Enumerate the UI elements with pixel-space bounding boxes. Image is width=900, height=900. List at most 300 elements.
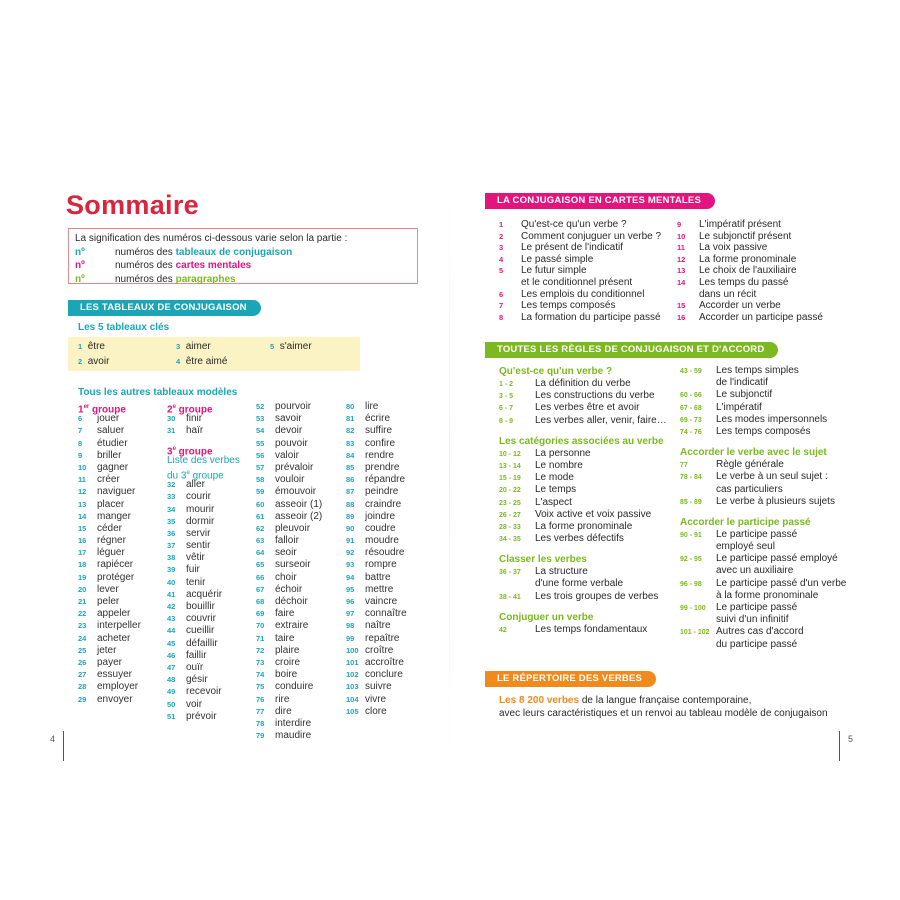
item-label: prendre bbox=[365, 461, 400, 473]
item-number: 68 bbox=[256, 597, 265, 606]
item-number: 26 bbox=[78, 657, 87, 667]
list-item bbox=[680, 529, 846, 541]
list-item bbox=[499, 312, 661, 324]
list-item bbox=[346, 706, 407, 718]
section-tag-cartes: LA CONJUGAISON EN CARTES MENTALES bbox=[485, 193, 715, 209]
item-label: pouvoir bbox=[275, 437, 308, 449]
item-number: 20 bbox=[78, 584, 87, 594]
item-label: Le subjonctif présent bbox=[699, 230, 792, 242]
item-number: 89 bbox=[346, 511, 355, 521]
legend-highlight-tableaux: tableaux de conjugaison bbox=[175, 246, 293, 258]
list-item bbox=[499, 378, 667, 390]
item-label: servir bbox=[186, 527, 211, 539]
verb-column-3 bbox=[256, 401, 322, 742]
item-number: 81 bbox=[346, 414, 355, 424]
item-label: dormir bbox=[186, 515, 215, 527]
item-label: Accorder un verbe bbox=[699, 300, 781, 312]
list-item bbox=[256, 645, 322, 657]
list-item bbox=[680, 626, 846, 638]
key-table-item bbox=[78, 341, 105, 353]
item-number: 19 bbox=[78, 572, 87, 582]
key-table-verb: être bbox=[87, 341, 105, 352]
list-item bbox=[346, 620, 407, 632]
item-label: La voix passive bbox=[699, 242, 768, 254]
page-title: Sommaire bbox=[66, 190, 199, 220]
item-label: recevoir bbox=[186, 686, 222, 698]
list-item bbox=[167, 516, 240, 528]
list-item bbox=[346, 633, 407, 645]
item-label: de l'indicatif bbox=[716, 377, 768, 389]
list-item bbox=[256, 425, 322, 437]
group-3-list-label-suffix: groupe bbox=[189, 470, 224, 482]
item-number: 57 bbox=[256, 462, 265, 472]
list-item bbox=[680, 414, 846, 426]
rules-block-title: Conjuguer un verbe bbox=[499, 611, 594, 623]
item-label: coudre bbox=[365, 522, 396, 534]
item-number: 51 bbox=[167, 711, 176, 721]
list-item bbox=[256, 511, 322, 523]
rules-block-list bbox=[680, 529, 846, 651]
item-number: 53 bbox=[256, 414, 265, 424]
list-item bbox=[680, 639, 846, 651]
item-number: 52 bbox=[256, 402, 265, 411]
item-number: 15 bbox=[677, 301, 686, 311]
item-label: émouvoir bbox=[275, 486, 317, 498]
paragraph-number: 8 - 9 bbox=[499, 417, 514, 425]
group-number: 1 bbox=[78, 404, 84, 416]
list-item bbox=[256, 474, 322, 486]
item-label: Le passé simple bbox=[521, 253, 594, 265]
item-number: 92 bbox=[346, 548, 355, 558]
item-label: peindre bbox=[365, 486, 399, 498]
item-number: 93 bbox=[346, 560, 355, 570]
item-label: essuyer bbox=[97, 669, 133, 681]
item-number: 39 bbox=[167, 565, 176, 575]
list-item bbox=[256, 523, 322, 535]
rules-block-title: Qu'est-ce qu'un verbe ? bbox=[499, 366, 613, 377]
list-item bbox=[78, 681, 141, 693]
item-number: 49 bbox=[167, 687, 176, 697]
item-label: employé seul bbox=[716, 541, 775, 553]
item-number: 16 bbox=[677, 312, 686, 322]
item-label: Les trois groupes de verbes bbox=[535, 590, 659, 602]
list-item bbox=[499, 533, 667, 545]
item-label: La structure bbox=[535, 566, 588, 578]
group-word: groupe bbox=[89, 404, 126, 416]
item-number: 44 bbox=[167, 626, 176, 636]
rules-block-title: Accorder le participe passé bbox=[680, 516, 811, 528]
item-label: surseoir bbox=[275, 559, 311, 571]
list-item bbox=[680, 602, 846, 614]
item-label: créer bbox=[97, 474, 120, 486]
list-item bbox=[346, 596, 407, 608]
item-label: courir bbox=[186, 491, 212, 503]
list-item bbox=[346, 425, 407, 437]
item-number: 8 bbox=[78, 438, 83, 448]
item-label: Qu'est-ce qu'un verbe ? bbox=[521, 219, 627, 230]
rules-block-title: Les catégories associées au verbe bbox=[499, 435, 664, 447]
rules-block-list bbox=[680, 459, 846, 508]
list-item bbox=[167, 625, 240, 637]
item-number: 75 bbox=[256, 682, 265, 692]
item-number: 9 bbox=[78, 450, 83, 460]
list-item bbox=[256, 535, 322, 547]
item-label: Le participe passé bbox=[716, 528, 798, 540]
list-item bbox=[499, 448, 667, 460]
item-label: Le participe passé d'un verbe bbox=[716, 577, 847, 589]
item-number: 40 bbox=[167, 577, 176, 587]
legend-highlight-paragraphes: paragraphes bbox=[175, 273, 236, 285]
list-item bbox=[78, 425, 141, 437]
item-number: 62 bbox=[256, 523, 265, 533]
item-number: 90 bbox=[346, 523, 355, 533]
list-item bbox=[346, 608, 407, 620]
item-label: Les temps composés bbox=[521, 300, 616, 312]
list-item bbox=[167, 564, 240, 576]
verb-column-2 bbox=[167, 401, 240, 723]
list-item bbox=[677, 231, 823, 243]
paragraph-number: 96 - 98 bbox=[680, 580, 702, 588]
item-number: 58 bbox=[256, 475, 265, 485]
legend-number-tableaux: nº bbox=[75, 246, 85, 258]
item-number: 87 bbox=[346, 487, 355, 497]
item-label: valoir bbox=[275, 449, 299, 461]
item-number: 69 bbox=[256, 609, 265, 619]
item-label: étudier bbox=[97, 437, 128, 449]
list-item bbox=[499, 300, 661, 312]
item-label: naviguer bbox=[97, 486, 136, 498]
item-label: du participe passé bbox=[716, 638, 798, 650]
item-label: devoir bbox=[275, 425, 303, 437]
item-label: ouïr bbox=[186, 661, 204, 673]
item-label: Les verbes aller, venir, faire… bbox=[535, 414, 667, 426]
list-item bbox=[256, 730, 322, 742]
item-label: Les temps composés bbox=[716, 425, 811, 437]
rules-block-list bbox=[499, 448, 667, 546]
item-label: peler bbox=[97, 596, 120, 607]
list-item bbox=[78, 499, 141, 511]
item-label: suivi d'un infinitif bbox=[716, 614, 789, 626]
repertoire-description bbox=[499, 694, 828, 720]
list-item bbox=[167, 425, 240, 437]
list-item bbox=[256, 584, 322, 596]
item-label: asseoir (1) bbox=[275, 498, 323, 510]
item-number: 47 bbox=[167, 662, 176, 672]
item-label: couvrir bbox=[186, 613, 217, 625]
mindmap-column-2 bbox=[677, 219, 823, 323]
item-label: Les temps simples bbox=[716, 365, 799, 376]
list-item bbox=[256, 559, 322, 571]
item-number: 50 bbox=[167, 699, 176, 709]
key-table-number: 3 bbox=[176, 342, 181, 351]
item-number: 88 bbox=[346, 499, 355, 509]
page-rule-left bbox=[63, 731, 64, 761]
item-label: manger bbox=[97, 510, 131, 522]
item-number: 8 bbox=[499, 312, 504, 322]
list-item bbox=[78, 559, 141, 571]
list-item bbox=[256, 596, 322, 608]
key-table-item bbox=[176, 341, 211, 353]
item-label: mettre bbox=[365, 583, 394, 595]
item-label: Le participe passé employé bbox=[716, 553, 838, 565]
item-label: battre bbox=[365, 571, 391, 583]
key-table-number: 4 bbox=[176, 357, 181, 366]
list-item bbox=[499, 484, 667, 496]
paragraph-number: 28 - 33 bbox=[499, 523, 521, 531]
item-label: asseoir (2) bbox=[275, 510, 323, 522]
list-item bbox=[677, 219, 823, 231]
item-label: briller bbox=[97, 449, 122, 461]
item-label: régner bbox=[97, 535, 126, 547]
item-label: Les temps du passé bbox=[699, 276, 789, 288]
item-label: voir bbox=[186, 698, 203, 710]
item-label: lire bbox=[365, 401, 379, 412]
item-label: interdire bbox=[275, 717, 312, 729]
item-number: 7 bbox=[499, 301, 504, 311]
item-number: 38 bbox=[167, 553, 176, 563]
item-number: 36 bbox=[167, 528, 176, 538]
legend-prefix: numéros des bbox=[115, 246, 176, 258]
item-label: boire bbox=[275, 669, 298, 681]
list-item bbox=[499, 472, 667, 484]
list-item bbox=[167, 504, 240, 516]
list-item bbox=[677, 265, 823, 277]
legend-row-tableaux bbox=[75, 246, 411, 260]
item-label: Le subjonctif bbox=[716, 389, 773, 401]
item-label: prévoir bbox=[186, 710, 217, 722]
item-number: 59 bbox=[256, 487, 265, 497]
list-item bbox=[256, 462, 322, 474]
item-number: 86 bbox=[346, 475, 355, 485]
list-item bbox=[256, 706, 322, 718]
item-label: cueillir bbox=[186, 625, 215, 637]
list-item bbox=[167, 638, 240, 650]
item-label: rendre bbox=[365, 449, 394, 461]
list-item bbox=[499, 521, 667, 533]
item-number: 6 bbox=[78, 414, 83, 424]
list-item bbox=[346, 657, 407, 669]
item-number: 48 bbox=[167, 675, 176, 685]
list-item bbox=[677, 277, 823, 289]
item-number: 100 bbox=[346, 645, 359, 655]
item-number: 15 bbox=[78, 523, 87, 533]
paragraph-number: 60 - 66 bbox=[680, 392, 702, 400]
group-word: groupe bbox=[175, 445, 213, 457]
paragraph-number: 3 - 5 bbox=[499, 393, 514, 401]
list-item bbox=[346, 523, 407, 535]
list-item bbox=[499, 242, 661, 254]
item-label: conduire bbox=[275, 681, 314, 693]
item-label: dans un récit bbox=[699, 288, 757, 300]
list-item bbox=[346, 669, 407, 681]
item-label: choir bbox=[275, 571, 297, 583]
item-label: confire bbox=[365, 437, 396, 449]
list-item bbox=[499, 509, 667, 521]
item-label: sentir bbox=[186, 540, 211, 552]
item-label: Les temps fondamentaux bbox=[535, 623, 648, 635]
list-item bbox=[167, 711, 240, 723]
list-item bbox=[78, 633, 141, 645]
list-item bbox=[499, 390, 667, 402]
list-item bbox=[499, 566, 667, 578]
item-number: 65 bbox=[256, 560, 265, 570]
rules-column-right bbox=[680, 365, 846, 651]
group-heading-1 bbox=[78, 401, 141, 416]
list-item bbox=[677, 300, 823, 312]
item-label: gagner bbox=[97, 461, 129, 473]
item-label: acheter bbox=[97, 632, 131, 644]
paragraph-number: 85 - 89 bbox=[680, 498, 702, 506]
mindmap-column-1 bbox=[499, 219, 661, 323]
item-label: repaître bbox=[365, 632, 400, 644]
list-item bbox=[256, 499, 322, 511]
item-number: 14 bbox=[677, 277, 686, 287]
legend-box bbox=[68, 228, 418, 284]
item-label: La forme pronominale bbox=[535, 520, 633, 532]
item-number: 25 bbox=[78, 645, 87, 655]
key-table-item bbox=[78, 356, 109, 368]
item-label: Autres cas d'accord bbox=[716, 626, 804, 638]
item-label: défaillir bbox=[186, 637, 218, 649]
list-item bbox=[680, 565, 846, 577]
item-number: 45 bbox=[167, 638, 176, 648]
list-item bbox=[78, 486, 141, 498]
item-number: 101 bbox=[346, 657, 359, 667]
item-label: rire bbox=[275, 693, 290, 705]
group-3-list-label-2 bbox=[167, 467, 240, 482]
item-label: Le temps bbox=[535, 484, 577, 496]
item-label: vêtir bbox=[186, 552, 205, 564]
item-number: 99 bbox=[346, 633, 355, 643]
item-label: fuir bbox=[186, 564, 200, 576]
list-item bbox=[680, 402, 846, 414]
item-label: L'impératif présent bbox=[699, 219, 781, 230]
item-label: L'impératif bbox=[716, 401, 762, 413]
list-item bbox=[256, 694, 322, 706]
item-number: 7 bbox=[78, 426, 83, 436]
paragraph-number: 34 - 35 bbox=[499, 536, 521, 544]
list-item bbox=[346, 559, 407, 571]
item-label: conclure bbox=[365, 669, 403, 681]
list-item bbox=[78, 450, 141, 462]
list-item bbox=[256, 413, 322, 425]
list-item bbox=[256, 620, 322, 632]
list-item bbox=[346, 438, 407, 450]
list-item bbox=[167, 613, 240, 625]
list-item bbox=[256, 547, 322, 559]
page-number-right: 5 bbox=[848, 734, 854, 744]
list-item bbox=[256, 486, 322, 498]
paragraph-number: 43 - 59 bbox=[680, 368, 702, 375]
list-item bbox=[680, 389, 846, 401]
legend-highlight-cartes: cartes mentales bbox=[175, 260, 252, 272]
list-item bbox=[167, 540, 240, 552]
item-label: seoir bbox=[275, 547, 297, 559]
rules-block-title: Classer les verbes bbox=[499, 554, 587, 566]
list-item bbox=[78, 669, 141, 681]
rules-block-list bbox=[499, 566, 667, 603]
item-number: 2 bbox=[499, 231, 504, 241]
item-number: 24 bbox=[78, 633, 87, 643]
item-number: 13 bbox=[78, 499, 87, 509]
item-label: prévaloir bbox=[275, 461, 314, 473]
item-number: 12 bbox=[78, 487, 87, 497]
item-label: La définition du verbe bbox=[535, 378, 631, 389]
list-item bbox=[256, 438, 322, 450]
item-number: 6 bbox=[499, 289, 504, 299]
legend-row-paragraphes bbox=[75, 273, 411, 287]
legend-intro: La signification des numéros ci-dessous varie selon la partie : bbox=[75, 233, 348, 244]
item-number: 96 bbox=[346, 597, 355, 606]
group-heading-2 bbox=[167, 401, 240, 416]
list-item bbox=[256, 681, 322, 693]
list-item bbox=[256, 401, 322, 413]
item-number: 23 bbox=[78, 621, 87, 631]
list-item bbox=[256, 450, 322, 462]
item-number: 85 bbox=[346, 462, 355, 472]
item-label: taire bbox=[275, 632, 295, 644]
item-number: 78 bbox=[256, 718, 265, 728]
item-label: acquérir bbox=[186, 588, 223, 600]
list-item bbox=[677, 242, 823, 254]
list-item bbox=[167, 552, 240, 564]
item-number: 73 bbox=[256, 657, 265, 667]
item-number: 66 bbox=[256, 572, 265, 582]
list-item bbox=[78, 620, 141, 632]
item-label: plaire bbox=[275, 644, 300, 656]
key-table-number: 2 bbox=[78, 357, 83, 366]
item-number: 105 bbox=[346, 706, 359, 716]
list-item bbox=[346, 511, 407, 523]
item-number: 56 bbox=[256, 450, 265, 460]
list-item bbox=[256, 572, 322, 584]
list-item bbox=[167, 479, 240, 491]
subsection-title-autres: Tous les autres tableaux modèles bbox=[78, 387, 238, 398]
item-number: 82 bbox=[346, 426, 355, 436]
item-label: croire bbox=[275, 656, 301, 668]
item-label: vouloir bbox=[275, 474, 305, 486]
item-label: faire bbox=[275, 608, 295, 620]
rules-block-title: Accorder le verbe avec le sujet bbox=[680, 447, 827, 459]
item-number: 5 bbox=[499, 266, 504, 276]
list-item bbox=[680, 496, 846, 508]
rules-column-left bbox=[499, 365, 667, 636]
paragraph-number: 69 - 73 bbox=[680, 416, 702, 424]
list-item bbox=[256, 633, 322, 645]
list-item bbox=[499, 219, 661, 231]
paragraph-number: 90 - 91 bbox=[680, 531, 702, 539]
group-3-list-label-ordinal: e bbox=[186, 469, 190, 476]
list-item bbox=[78, 438, 141, 450]
item-number: 67 bbox=[256, 584, 265, 594]
item-number: 61 bbox=[256, 511, 265, 521]
page-number-left: 4 bbox=[50, 734, 56, 744]
group-ordinal: e bbox=[172, 404, 176, 410]
item-label: Voix active et voix passive bbox=[535, 508, 652, 520]
section-tag-repertoire: LE RÉPERTOIRE DES VERBES bbox=[485, 671, 656, 687]
legend-prefix: numéros des bbox=[115, 260, 176, 272]
group-3-list-label: Liste des verbes bbox=[167, 454, 240, 466]
item-label: tenir bbox=[186, 576, 206, 588]
page-rule-right bbox=[839, 731, 840, 761]
list-item bbox=[680, 484, 846, 496]
repertoire-line-2: avec leurs caractéristiques et un renvoi au tableau modèle de conjugaison bbox=[499, 708, 828, 719]
list-item bbox=[78, 657, 141, 669]
list-item bbox=[346, 486, 407, 498]
list-item bbox=[680, 365, 846, 377]
list-item bbox=[78, 462, 141, 474]
key-table-verb: être aimé bbox=[185, 356, 228, 367]
